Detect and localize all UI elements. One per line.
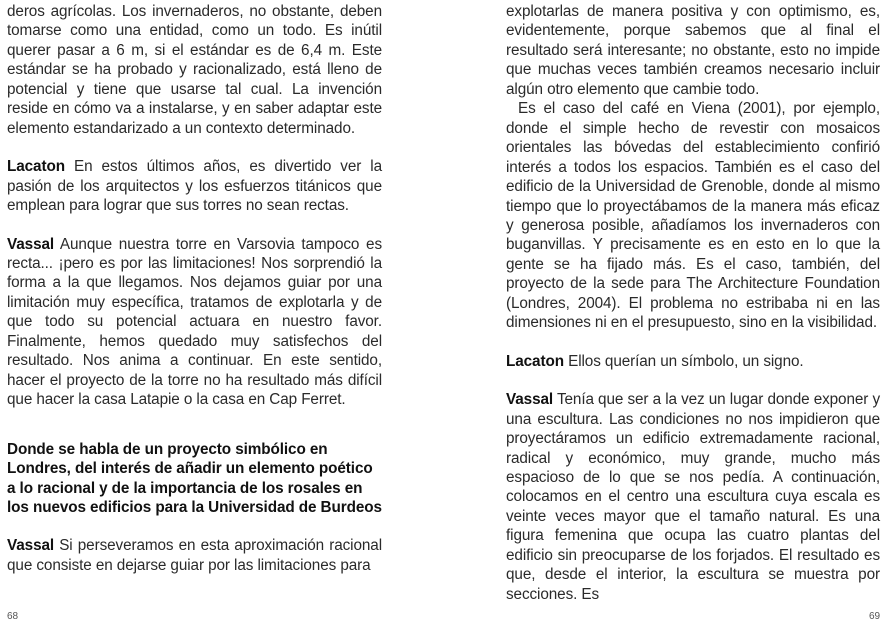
left-text-column	[7, 2, 382, 575]
left-paragraph-1: deros agrícolas. Los invernaderos, no obstante, deben tomarse como una entidad, como un todo. Es inútil querer pasar a 6 m, si el estándar es de 6,4 m. Este estándar se ha probado y racionalizado, está lleno de potencial y tiene que usarse tal cual. La invención reside en cómo va a instalarse, y en saber adaptar este elemento estandarizado a un contexto determinado.	[7, 3, 382, 137]
right-paragraph-4	[506, 390, 880, 604]
right-paragraph-1: explotarlas de manera positiva y con optimismo, es, evidentemente, porque sabemos que al final el resultado será interesante; no obstante, esto no impide que muchas veces también creamos necesario incluir algún otro elemento que cambie todo.	[506, 3, 880, 98]
speaker-label: Vassal	[506, 391, 554, 409]
paragraph-text: Si perseveramos en esta aproximación racional que consiste en dejarse guiar por las limitaciones para	[7, 537, 382, 574]
right-page	[444, 0, 888, 636]
left-paragraph-2	[7, 157, 382, 215]
speaker-label: Lacaton	[7, 158, 65, 176]
paragraph-text: Aunque nuestra torre en Varsovia tampoco es recta... ¡pero es por las limitaciones! Nos sorprendió la forma a la que llegamos. Nos dejamos guiar por una limitación muy específica, tratamos de explotarla y de que todo su potencial actuara en nuestro favor. Finalmente, hemos quedado muy satisfechos del resultado. Nos anima a continuar. En este sentido, hacer el proyecto de la torre no ha resultado más difícil que hacer la casa Latapie o la casa en Cap Ferret.	[7, 235, 382, 409]
left-paragraph-3	[7, 235, 382, 410]
paragraph-text: Ellos querían un símbolo, un signo.	[563, 352, 804, 370]
speaker-label: Vassal	[7, 235, 55, 253]
right-paragraph-3	[506, 352, 880, 371]
right-paragraph-2: Es el caso del café en Viena (2001), por ejemplo, donde el simple hecho de revestir con mosaicos orientales las bóvedas del establecimiento confirió interés a todos los espacios. También es el caso del edificio de la Universidad de Grenoble, donde al mismo tiempo que lo proyectábamos de la manera más eficaz y generosa posible, añadíamos los invernaderos con buganvillas. Y precisamente es en esto en lo que la gente se ha fijado más. Es el caso, también, del proyecto de la sede para The Architecture Foundation (Londres, 2004). El problema no estribaba ni en las dimensiones ni en el presupuesto, sino en la visibilidad.	[506, 100, 880, 332]
speaker-label: Lacaton	[506, 352, 564, 370]
paragraph-text: En estos últimos años, es divertido ver la pasión de los arquitectos y los esfuerzos titánicos que emplean para lograr que sus torres no sean rectas.	[7, 158, 382, 215]
page-number: 68	[7, 611, 19, 622]
right-text-column	[506, 2, 880, 604]
left-paragraph-4	[7, 536, 382, 575]
section-heading: Donde se habla de un proyecto simbólico en Londres, del interés de añadir un elemento poético a lo racional y de la importancia de los rosales en los nuevos edificios para la Universidad de Burdeos	[7, 440, 382, 516]
page-number: 69	[869, 611, 881, 622]
paragraph-text: Tenía que ser a la vez un lugar donde exponer y una escultura. Las condiciones no nos impidieron que proyectáramos un edificio extremadamente racional, radical y económico, muy grande, mucho más espacioso de lo que se nos pedía. A continuación, colocamos en el centro una escultura cuya escala es veinte veces mayor que el tamaño natural. Es una figura femenina que ocupa las cuatro plantas del edificio sin preocuparse de los forjados. El resultado es que, desde el interior, la escultura se muestra por secciones. Es	[506, 391, 880, 603]
speaker-label: Vassal	[7, 537, 55, 555]
